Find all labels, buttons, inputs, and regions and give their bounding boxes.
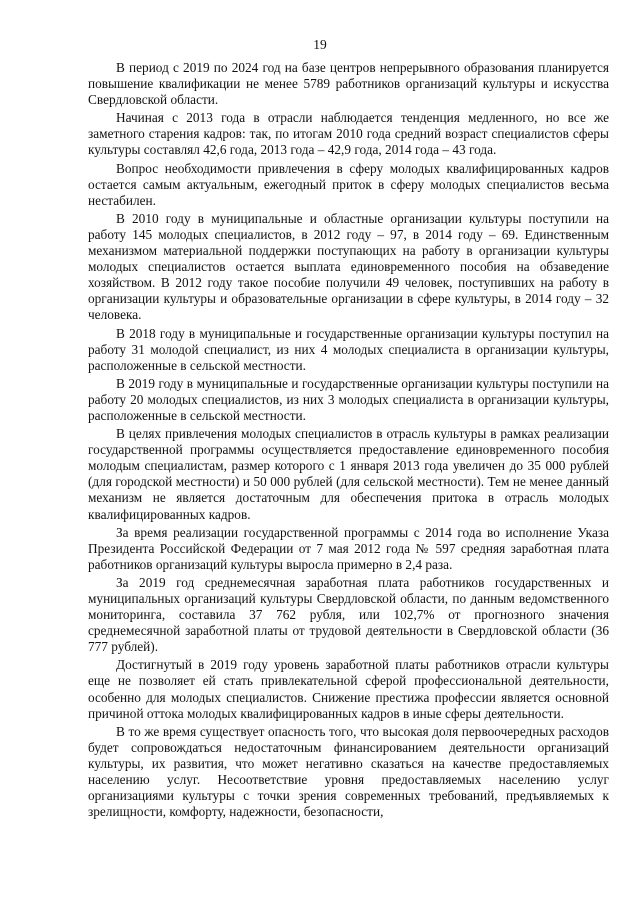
paragraph-11: В то же время существует опасность того, что высокая доля первоочередных расходов будет сопровождаться недостаточным финансированием деятельности организаций культуры, их развития, что может негативно сказаться на качестве предоставляемых населению услуг. Несоответствие уровня предоставляемых населению услуг организациями культуры с точки зрения современных требований, предъявляемых к зрелищности, комфорту, надежности, безопасности,: [88, 723, 609, 820]
paragraph-4: В 2010 году в муниципальные и областные организации культуры поступили на работу 145 молодых специалистов, в 2012 году – 97, в 2014 году – 69. Единственным механизмом материальной поддержки поступающих на работу в организации культуры молодых специалистов остается выплата единовременного пособия на обзаведение хозяйством. В 2012 году такое пособие получили 49 человек, поступивших на работу в организации культуры и образовательные организации в сфере культуры, в 2014 году – 32 человека.: [88, 210, 609, 323]
paragraph-9: За 2019 год среднемесячная заработная плата работников государственных и муниципальных организаций культуры Свердловской области, по данным ведомственного мониторинга, составила 37 762 рубля, или 102,7% от прогнозного значения среднемесячной заработной платы от трудовой деятельности в Свердловской области (36 777 рублей).: [88, 574, 609, 655]
paragraph-3: Вопрос необходимости привлечения в сферу молодых квалифицированных кадров остается самым актуальным, ежегодный приток в сферу молодых специалистов весьма нестабилен.: [88, 160, 609, 208]
paragraph-8: За время реализации государственной программы с 2014 года во исполнение Указа Президента Российской Федерации от 7 мая 2012 года № 597 средняя заработная плата работников организаций культуры выросла примерно в 2,4 раза.: [88, 524, 609, 572]
paragraph-10: Достигнутый в 2019 году уровень заработной платы работников отрасли культуры еще не позволяет ей стать привлекательной сферой профессиональной деятельности, особенно для молодых специалистов. Снижение престижа профессии является основной причиной оттока молодых квалифицированных кадров в иные сферы деятельности.: [88, 657, 609, 721]
page-number: 19: [313, 37, 327, 52]
body-text: [88, 60, 609, 822]
paragraph-2: Начиная с 2013 года в отрасли наблюдается тенденция медленного, но все же заметного старения кадров: так, по итогам 2010 года средний возраст специалистов сферы культуры составлял 42,6 года, 2013 года – 42,9 года, 2014 года – 43 года.: [88, 110, 609, 158]
paragraph-5: В 2018 году в муниципальные и государственные организации культуры поступил на работу 31 молодой специалист, из них 4 молодых специалиста в организации культуры, расположенные в сельской местности.: [88, 325, 609, 373]
paragraph-1: В период с 2019 по 2024 год на базе центров непрерывного образования планируется повышение квалификации не менее 5789 работников организаций культуры и искусства Свердловской области.: [88, 60, 609, 108]
paragraph-6: В 2019 году в муниципальные и государственные организации культуры поступили на работу 20 молодых специалистов, из них 3 молодых специалиста в организации культуры, расположенные в сельской местности.: [88, 375, 609, 423]
paragraph-7: В целях привлечения молодых специалистов в отрасль культуры в рамках реализации государственной программы осуществляется предоставление единовременного пособия молодым специалистам, размер которого с 1 января 2013 года увеличен до 35 000 рублей (для городской местности) и 50 000 рублей (для сельской местности). Тем не менее данный механизм не является достаточным для обеспечения притока в отрасль молодых квалифицированных кадров.: [88, 426, 609, 522]
